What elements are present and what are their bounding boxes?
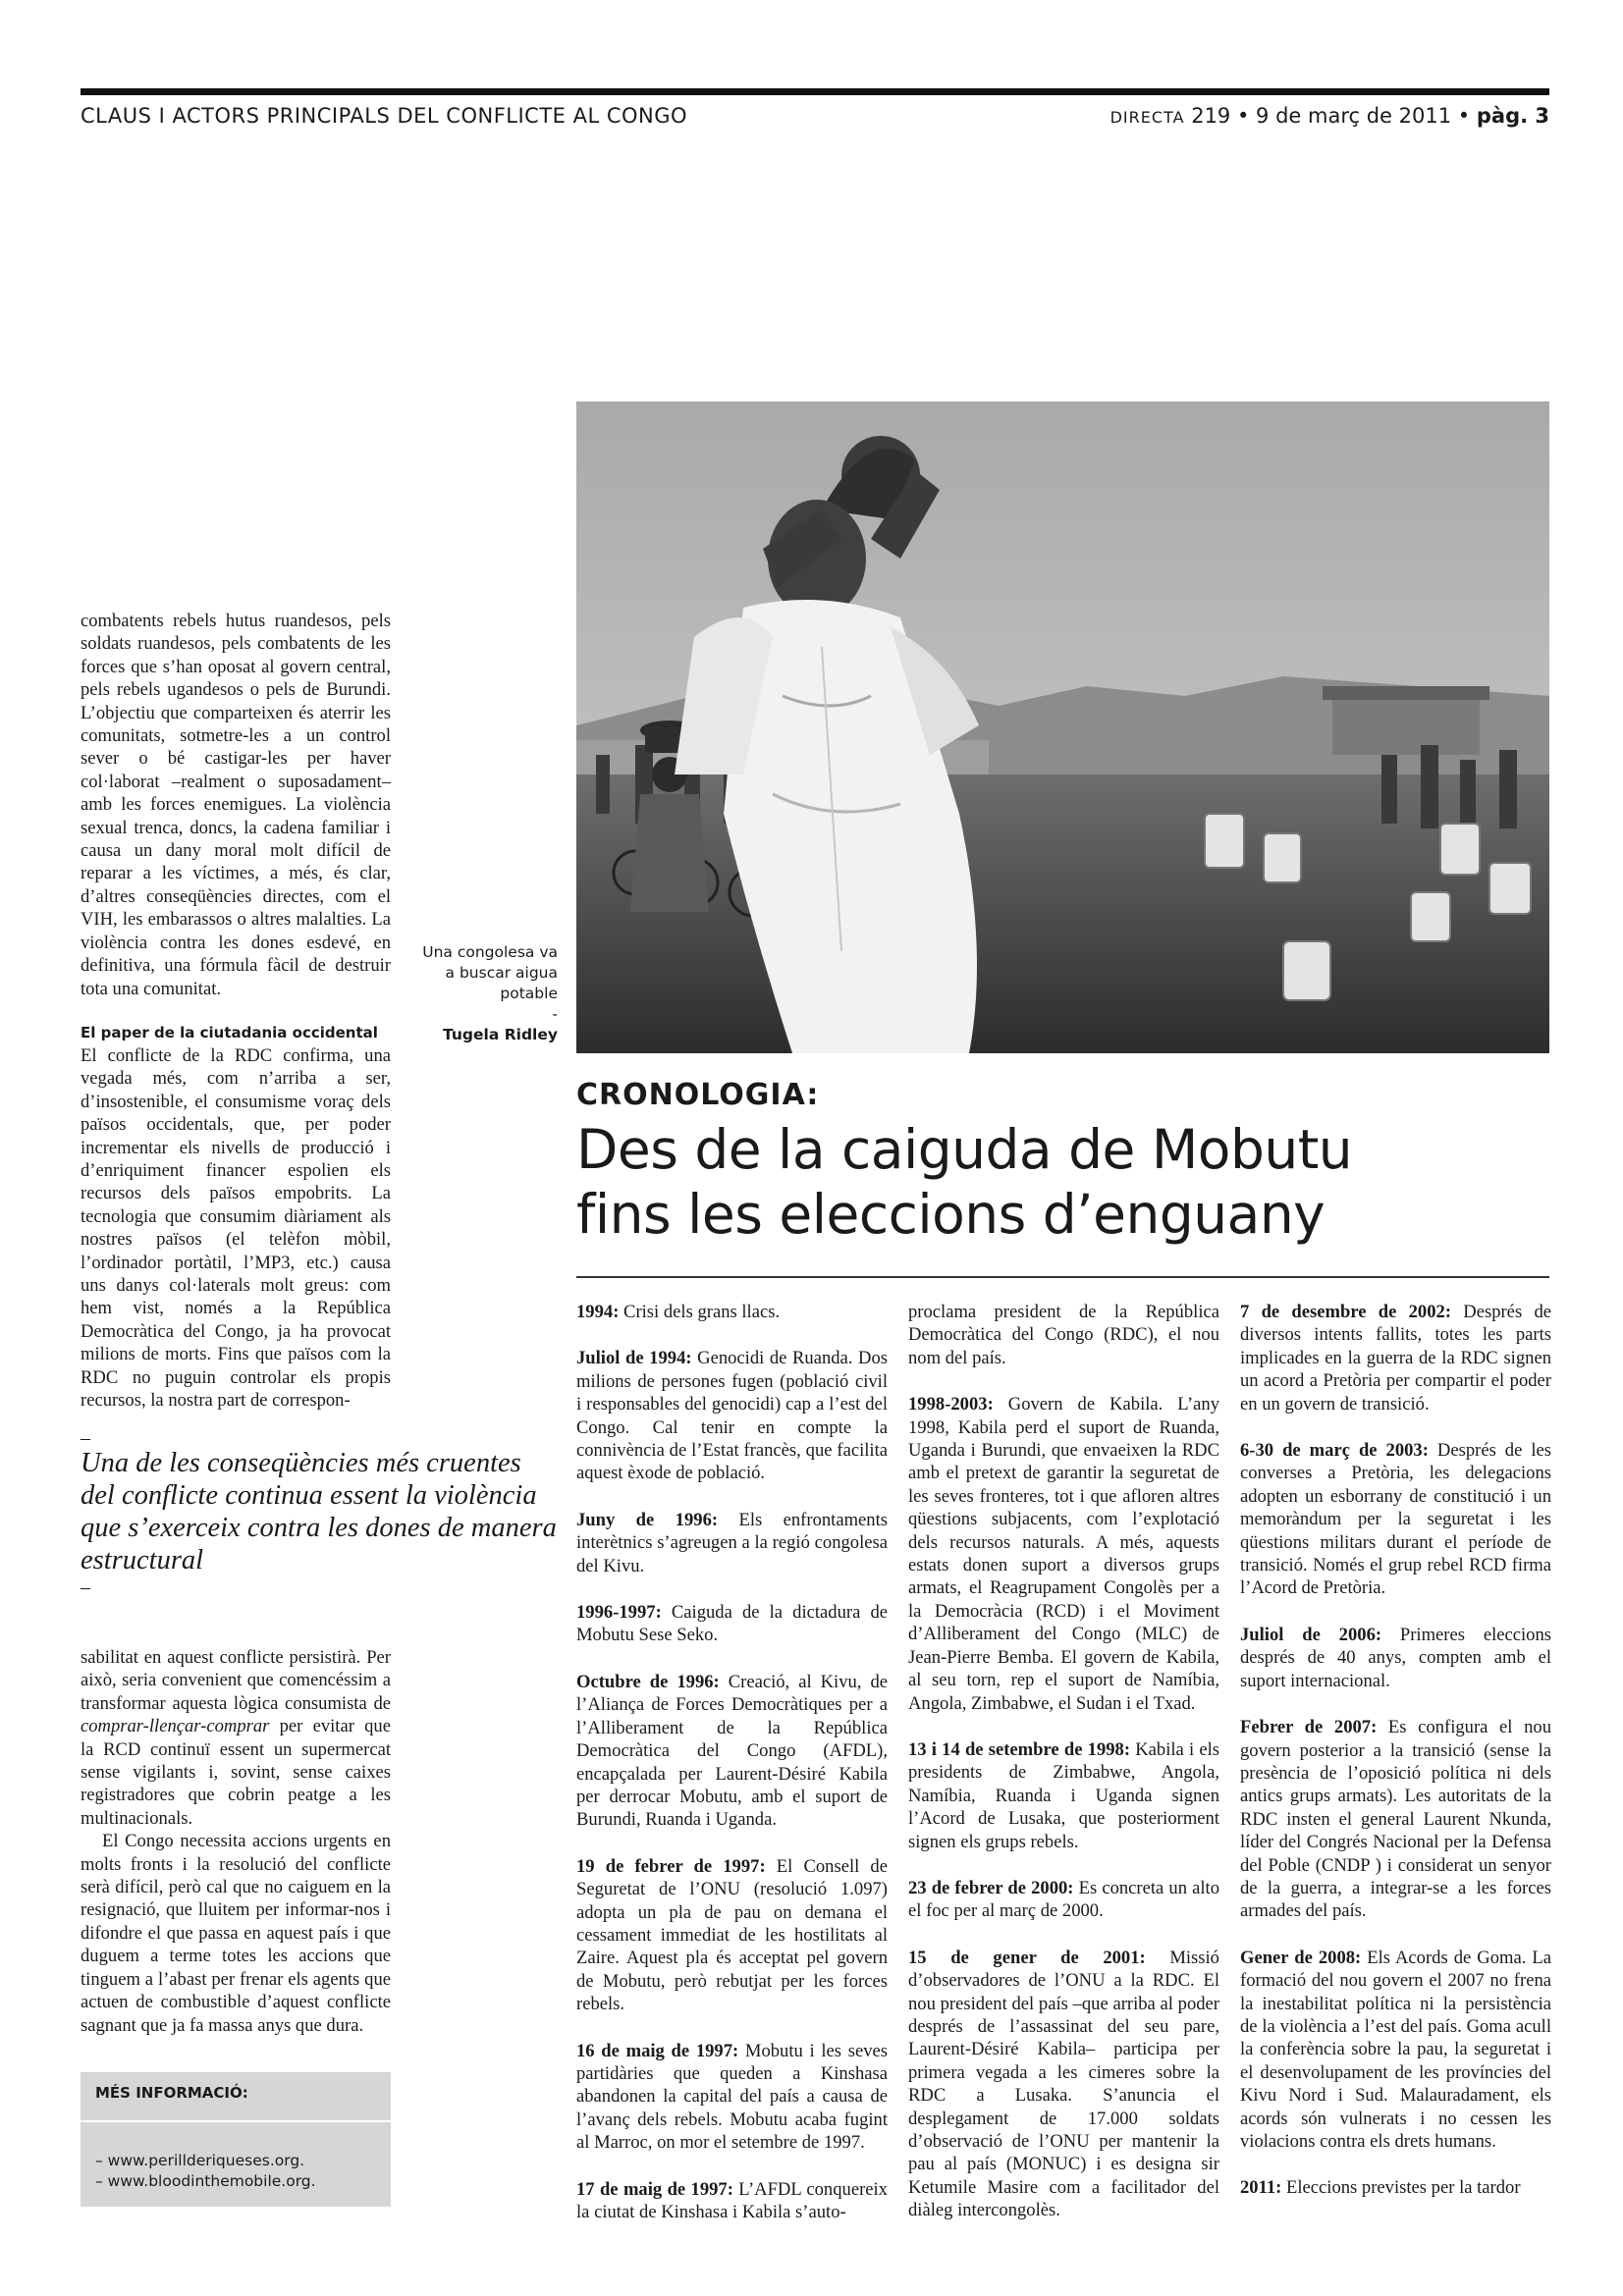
article-subheading: El paper de la ciutadania occidental (81, 1023, 378, 1041)
publication-name: DIRECTA (1109, 108, 1185, 127)
entry-text: Kabila i els presidents de Zimbabwe, Angola, Namíbia, Ruanda i Uganda signen l’Acord de Lusaka, que posteriorment signen els grups rebels. (908, 1738, 1219, 1852)
chronology-entry (576, 1601, 888, 1647)
entry-text: Caiguda de la dictadura de Mobutu Sese Seko. (576, 1602, 888, 1646)
chronology-entry (908, 1947, 1219, 2222)
page-info: DIRECTA 219 • 9 de març de 2011 • pàg. 3 (1109, 104, 1549, 128)
more-info-links (95, 2151, 316, 2192)
header-rule (81, 88, 1549, 95)
entry-date: Juliol de 1994: (576, 1348, 692, 1369)
entry-text: Govern de Kabila. L’any 1998, Kabila perd el suport de Ruanda, Uganda i Burundi, que envaeixen la RDC amb el pretext de garantir la seguretat de les seves fronteres, tot i que afloren altres qüestions subjacents, com l’explotació dels recursos naturals. A més, aquests estats donen suport a diversos grups armats, el Reagrupament Congolès per a la Democràcia (RCD) i el Moviment d’Alliberament del Congo (MLC) de Jean-Pierre Bemba. El govern de Kabila, al seu torn, rep el suport de Namíbia, Angola, Zimbabwe, el Sudan i el Txad. (908, 1394, 1219, 1714)
chronology-entry (1240, 2176, 1551, 2199)
entry-date: Juliol de 2006: (1240, 1624, 1382, 1645)
entry-text: Missió d’observadores de l’ONU a la RDC. El nou president del país –que arriba al poder després de l’assassinat del seu pare, Laurent-Désiré Kabila– participa per primera vegada a les cimeres sobre la RDC a Lusaka. S’anuncia el desplegament de 17.000 soldats d’observació de l’ONU per mantenir la pau al país (MONUC) i es designa sir Ketumile Masire com a facilitador del diàleg intercongolès. (908, 1947, 1219, 2221)
chronology-entry (576, 2178, 888, 2224)
news-photo (576, 401, 1549, 1053)
pull-quote (81, 1427, 557, 1598)
chronology-continuation: proclama president de la República Democràtica del Congo (RDC), el nou nom del país. (908, 1302, 1219, 1368)
entry-date: 15 de gener de 2001: (908, 1947, 1146, 1968)
chronology-entry (1240, 1624, 1551, 1692)
caption-text: Una congolesa va a buscar aigua potable (422, 943, 558, 1002)
issue-date: 9 de març de 2011 (1256, 104, 1452, 128)
quote-dash-top: – (81, 1427, 90, 1449)
entry-date: 1996-1997: (576, 1602, 662, 1624)
entry-date: Gener de 2008: (1240, 1947, 1362, 1968)
more-info-divider (81, 2120, 391, 2122)
article-paragraph: El Congo necessita accions urgents en molts fronts i la resolució del conflicte serà difícil, però cal que no caiguem en la resignació, que lluitem per informar-nos i difondre el que passa en aquest país i que duguem a terme totes les accions que tinguem a l’abast per frenar els agents que actuen de combustible d’aquest conflicte sagnant que ja fa massa anys que dura. (81, 1831, 391, 2036)
entry-date: 19 de febrer de 1997: (576, 1855, 766, 1877)
text-run: per evitar que la RCD continuï essent un supermercat sense vigilants i, sovint, sense caixes registradores que cobrin peatge a les multinacionals. (81, 1716, 391, 1829)
photo-caption (410, 942, 558, 1045)
link-bloodinthemobile[interactable]: – www.bloodinthemobile.org. (95, 2172, 316, 2190)
entry-text: Mobutu i les seves partidàries que queden a Kinshasa abandonen la capital del país a causa de l’avanç dels rebels. Mobutu acaba fugint al Marroc, on mor el setembre de 1997. (576, 2040, 888, 2154)
page-number: pàg. 3 (1476, 104, 1549, 128)
photo-credit: Tugela Ridley (443, 1026, 558, 1043)
chronology-entry (908, 1393, 1219, 1715)
entry-date: 7 de desembre de 2002: (1240, 1302, 1452, 1322)
entry-date: 13 i 14 de setembre de 1998: (908, 1738, 1131, 1760)
entry-date: Octubre de 1996: (576, 1671, 720, 1692)
entry-text: Es concreta un alto el foc per al març de 2000. (908, 1877, 1219, 1922)
entry-text: Primeres eleccions després de 40 anys, compten amb el suport internacional. (1240, 1624, 1551, 1691)
entry-date: 17 de maig de 1997: (576, 2178, 733, 2200)
headline-line: fins les eleccions d’enguany (576, 1183, 1325, 1246)
entry-date: 23 de febrer de 2000: (908, 1877, 1074, 1898)
entry-text: L’AFDL conquereix la ciutat de Kinshasa i Kabila s’auto- (576, 2178, 888, 2222)
article-column-top (81, 610, 391, 1412)
entry-text: Es configura el nou govern posterior a la transició (sense la presència de l’oposició política ni dels antics grups armats). Les autoritats de la RDC insten el general Laurent Nkunda, líder del Congrés Nacional per la Defensa del Poble (CNDP ) i considerat un senyor de la guerra, a integrar-se a les forces armades del país. (1240, 1717, 1551, 1922)
entry-date: Juny de 1996: (576, 1509, 719, 1530)
text-run: sabilitat en aquest conflicte persistirà. Per això, seria convenient que comencéssim a transformar aquesta lògica consumista de (81, 1647, 391, 1714)
article-paragraph: El conflicte de la RDC confirma, una vegada més, com n’arriba a ser, d’insostenible, el consumisme voraç dels països occidentals, que, per poder incrementar els nivells de producció i d’enriquiment financer espolien els recursos dels països empobrits. La tecnologia que consumim diàriament als nostres països (el telèfon mòbil, l’ordinador portàtil, l’MP3, etc.) causa uns danys col·laterals molt greus: com hem vist, només a la República Democràtica del Congo, ja ha provocat milions de morts. Fins que països com la RDC no puguin controlar els propis recursos, la nostra part de correspon- (81, 1044, 391, 1411)
link-perillderiqueses[interactable]: – www.perillderiqueses.org. (95, 2152, 305, 2169)
italic-term: comprar-llençar-comprar (81, 1716, 270, 1737)
entry-date: 6-30 de març de 2003: (1240, 1440, 1429, 1462)
chronology-column-1 (576, 1301, 888, 2247)
chronology-entry (1240, 1439, 1551, 1600)
entry-text: El Consell de Seguretat de l’ONU (resolució 1.097) adopta un pla de pau on demana el cessament immediat de les hostilitats al Zaire. Aquest pla és acceptat pel govern de Mobutu, però rebutjat per les forces rebels. (576, 1855, 888, 2015)
entry-text: Creació, al Kivu, de l’Aliança de Forces Democràtiques per a l’Alliberament de la República Democràtica del Congo (AFDL), encapçalada per Laurent-Désiré Kabila per derrocar Mobutu, amb el suport de Burundi, Ruanda i Uganda. (576, 1671, 888, 1831)
article-paragraph (81, 1646, 391, 1830)
chronology-entry (1240, 1716, 1551, 1923)
quote-dash-bottom: – (81, 1576, 90, 1598)
chronology-entry (576, 1301, 888, 1323)
entry-date: 16 de maig de 1997: (576, 2040, 739, 2061)
entry-text: Crisi dels grans llacs. (619, 1302, 781, 1322)
entry-date: 1998-2003: (908, 1394, 994, 1415)
chronology-column-2 (908, 1301, 1219, 2246)
pull-quote-text: Una de les conseqüències més cruentes del conflicte continua essent la violència que s’exerceix contra les dones de manera estructural (81, 1448, 557, 1575)
headline-line: Des de la caiguda de Mobutu (576, 1118, 1353, 1181)
entry-date: 1994: (576, 1302, 620, 1322)
caption-separator: - (552, 1005, 558, 1023)
entry-date: Febrer de 2007: (1240, 1717, 1378, 1738)
chronology-entry (908, 1877, 1219, 1923)
chronology-entry (576, 1509, 888, 1577)
entry-text: Després de les converses a Pretòria, les delegacions adopten un esborrany de constitució i un memoràndum per la seguretat i les qüestions militars durant el període de transició. Només el grup rebel RCD firma l’Acord de Pretòria. (1240, 1440, 1551, 1599)
article-paragraph: combatents rebels hutus ruandesos, pels soldats ruandesos, pels combatents de les forces que s’han oposat al govern central, pels rebels ugandesos o pels de Burundi. L’objectiu que comparteixen és aterrir les comunitats, sotmetre-les a un control sever o bé castigar-les per haver col·laborat –realment o suposadament– amb les forces enemigues. La violència sexual trenca, doncs, la cadena familiar i causa un dany moral molt difícil de reparar a les víctimes, a més, és clar, d’altres conseqüències directes, com el VIH, les embarassos o altres malalties. La violència contra les dones esdevé, en definitiva, una fórmula fàcil de destruir tota una comunitat. (81, 611, 391, 999)
entry-text: Genocidi de Ruanda. Dos milions de persones fugen (població civil i responsables del genocidi) cap a l’est del Congo. Cal tenir en compte la connivència de l’Estat francès, que facilita aquest èxode de població. (576, 1348, 888, 1484)
more-info-title: MÉS INFORMACIÓ: (95, 2084, 248, 2102)
section-header: CLAUS I ACTORS PRINCIPALS DEL CONFLICTE AL CONGO (81, 104, 688, 128)
entry-text: Eleccions previstes per la tardor (1281, 2177, 1521, 2199)
entry-text: Els enfrontaments interètnics s’agreugen a la regió congolesa del Kivu. (576, 1509, 888, 1576)
entry-text: Els Acords de Goma. La formació del nou govern el 2007 no frena la inestabilitat política ni la persistència de la violència a l’est del país. Goma acull la conferència sobre la pau, la seguretat i el desenvolupament de les províncies del Kivu Nord i Sud. Malauradament, els acords són vulnerats i no cessen les violacions contra els drets humans. (1240, 1947, 1551, 2152)
chronology-entry (1240, 1301, 1551, 1415)
entry-text: Després de diversos intents fallits, totes les parts implicades en la guerra de la RDC signen un acord a Pretòria per compartir el poder en un govern de transició. (1240, 1302, 1551, 1415)
chronology-entry (1240, 1947, 1551, 2154)
headline (576, 1117, 1549, 1247)
issue-number: 219 (1191, 104, 1231, 128)
article-column-bottom (81, 1646, 391, 2037)
chronology-entry (576, 1347, 888, 1484)
headline-rule (576, 1276, 1549, 1278)
entry-date: 2011: (1240, 2177, 1282, 2199)
chronology-entry (576, 1855, 888, 2016)
chronology-entry (908, 1738, 1219, 1853)
chronology-column-3 (1240, 1301, 1551, 2223)
chronology-entry (576, 1671, 888, 1832)
chronology-entry (576, 2040, 888, 2155)
section-kicker: CRONOLOGIA: (576, 1078, 820, 1112)
photo-image (576, 401, 1549, 1053)
